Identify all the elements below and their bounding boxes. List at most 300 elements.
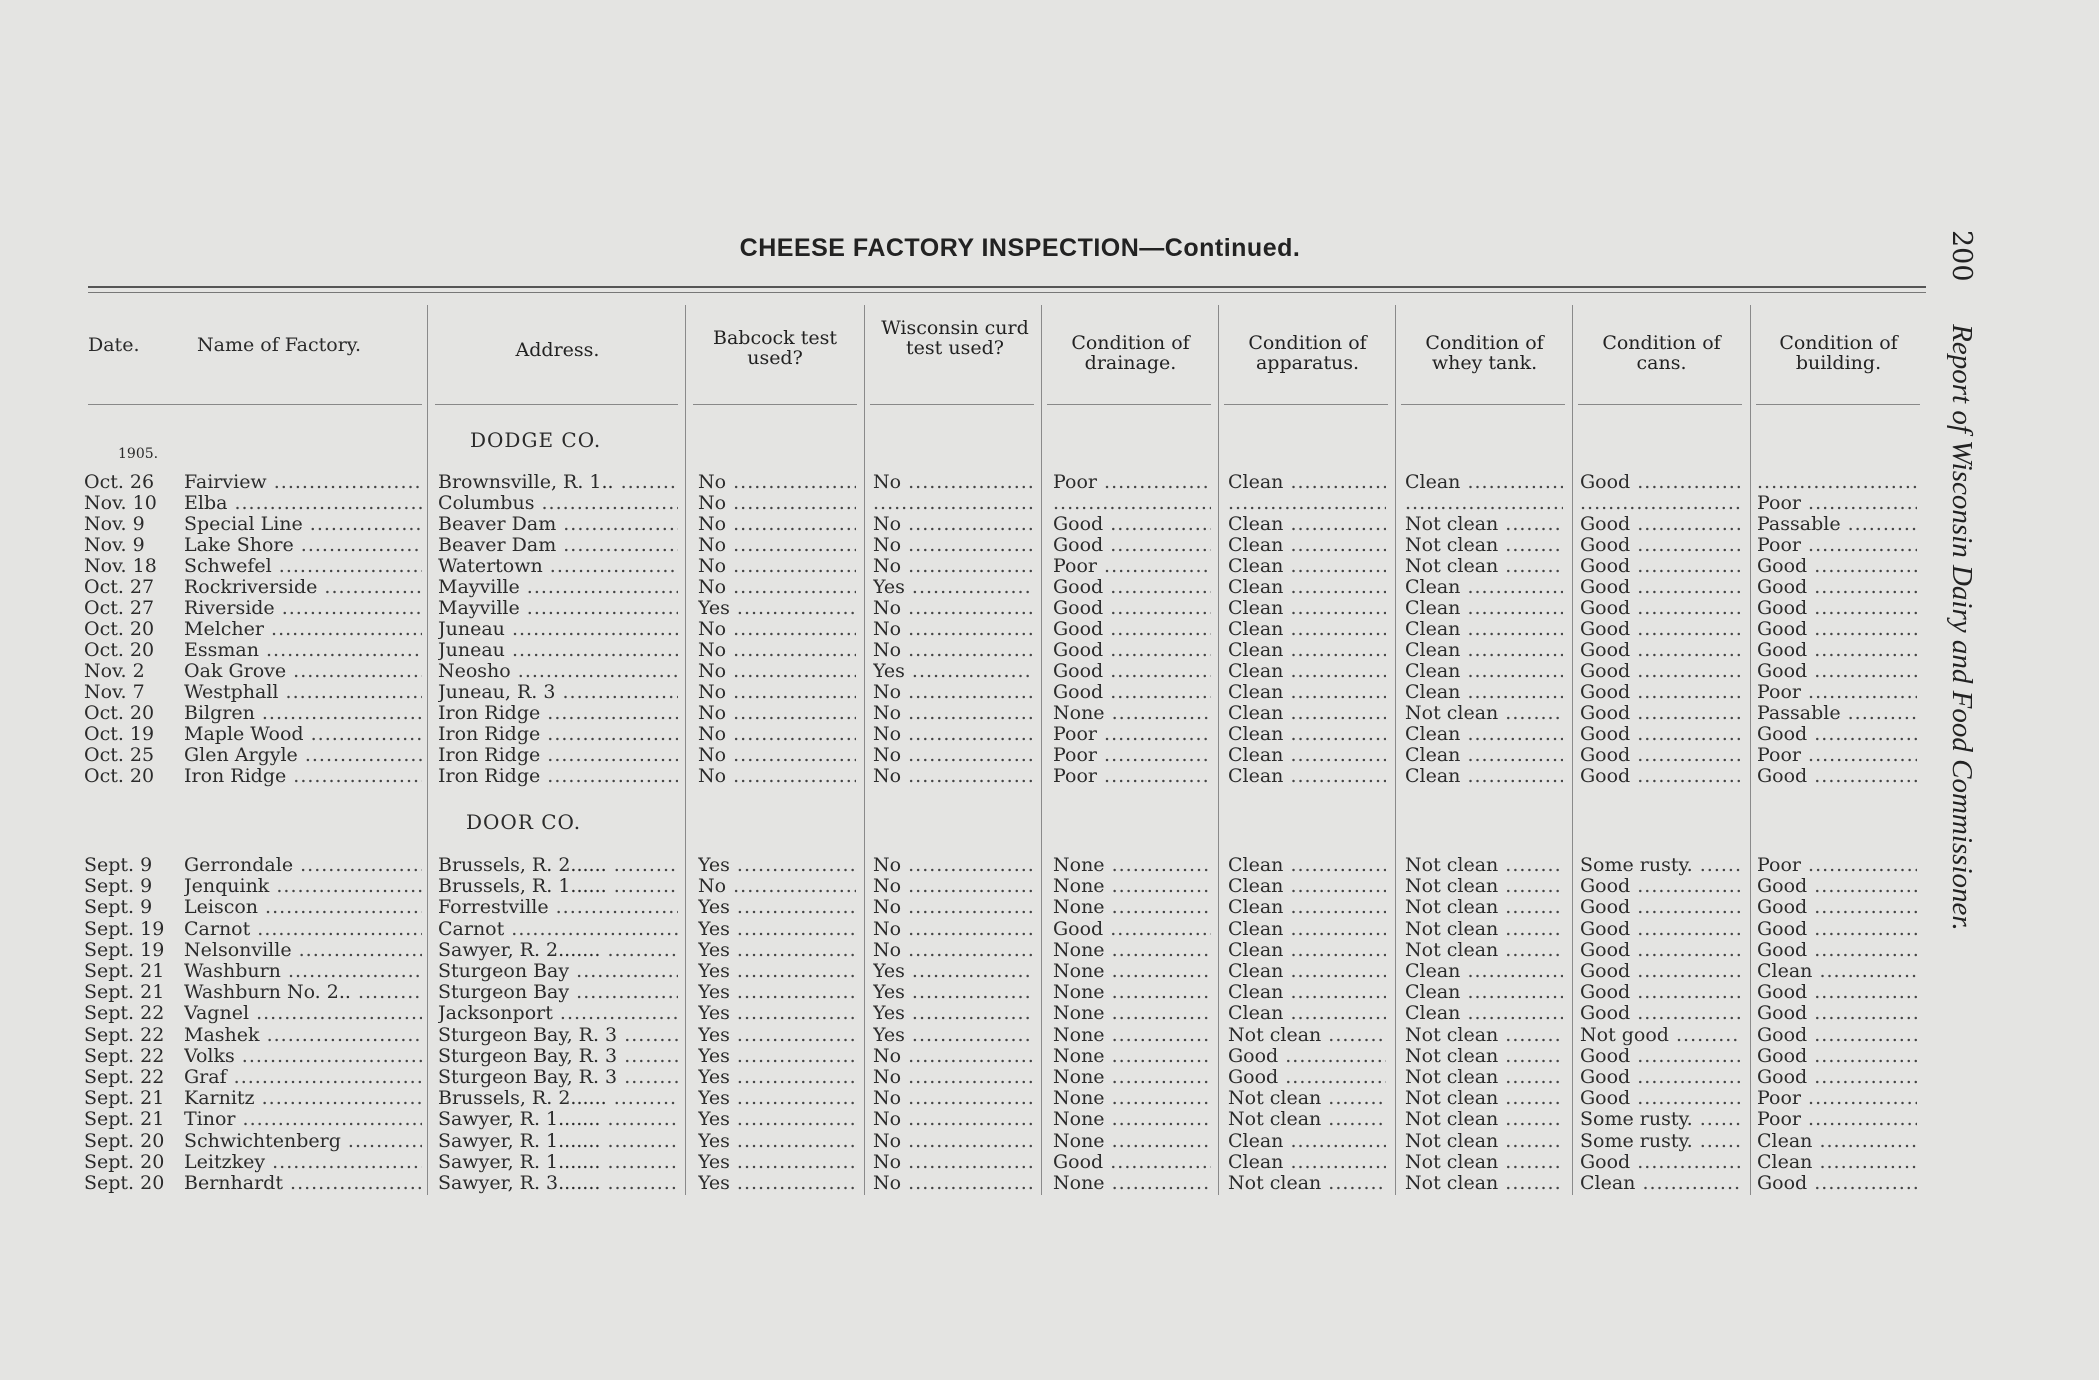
cell-name: Leitzkey .....	[184, 1152, 422, 1173]
cell-building: Good .....	[1757, 640, 1917, 661]
cell-name: Nelsonville .....	[184, 940, 422, 961]
cell-babcock: No .....	[698, 640, 856, 661]
table-row	[0, 1046, 1940, 1067]
cell-apparatus: Clean .....	[1228, 661, 1386, 682]
cell-building: Good .....	[1757, 897, 1917, 918]
cell-drainage: None .....	[1053, 1173, 1211, 1194]
cell-date: Sept. 19	[84, 918, 165, 940]
cell-cans: Good .....	[1580, 1067, 1740, 1088]
cell-address: Neosho .....	[438, 661, 678, 682]
cell-babcock: Yes .....	[698, 1088, 856, 1109]
cell-babcock: No .....	[698, 766, 856, 787]
cell-apparatus: Clean .....	[1228, 724, 1386, 745]
cell-drainage: None .....	[1053, 855, 1211, 876]
cell-building: Poor .....	[1757, 493, 1917, 514]
cell-wisconsin: No .....	[873, 1067, 1033, 1088]
cell-date: Oct. 25	[84, 745, 155, 766]
cell-address: Brussels, R. 2...... .....	[438, 1088, 678, 1109]
cell-building: Poor .....	[1757, 855, 1917, 876]
cell-drainage: Poor .....	[1053, 556, 1211, 577]
cell-building: Passable .....	[1757, 703, 1917, 724]
cell-date: Sept. 20	[84, 1151, 165, 1173]
cell-drainage: Poor .....	[1053, 766, 1211, 787]
cell-babcock: Yes .....	[698, 1003, 856, 1024]
cell-whey: Not clean .....	[1405, 1088, 1563, 1109]
cell-babcock: Yes .....	[698, 1131, 856, 1152]
cell-address: Brussels, R. 2...... .....	[438, 855, 678, 876]
cell-cans: Good .....	[1580, 1046, 1740, 1067]
cell-cans: Good .....	[1580, 598, 1740, 619]
cell-name: Tinor .....	[184, 1109, 422, 1130]
cell-drainage: None .....	[1053, 1131, 1211, 1152]
cell-whey: Not clean .....	[1405, 940, 1563, 961]
table-row	[0, 1131, 1940, 1152]
cell-cans: Good .....	[1580, 961, 1740, 982]
cell-apparatus: Not clean .....	[1228, 1025, 1386, 1046]
cell-drainage: None .....	[1053, 1003, 1211, 1024]
header-babcock: Babcock test used?	[713, 327, 837, 369]
cell-apparatus: Clean .....	[1228, 982, 1386, 1003]
cell-apparatus: Clean .....	[1228, 961, 1386, 982]
cell-address: Jacksonport .....	[438, 1003, 678, 1024]
cell-apparatus: Clean .....	[1228, 1131, 1386, 1152]
cell-babcock: No .....	[698, 724, 856, 745]
cell-whey: Not clean .....	[1405, 703, 1563, 724]
cell-apparatus: Not clean .....	[1228, 1173, 1386, 1194]
header-underline	[1578, 404, 1742, 405]
cell-whey: Not clean .....	[1405, 1173, 1563, 1194]
cell-wisconsin: No .....	[873, 919, 1033, 940]
cell-date: Nov. 9	[84, 535, 145, 556]
cell-drainage: Good .....	[1053, 514, 1211, 535]
cell-date: Sept. 22	[84, 1024, 165, 1046]
cell-address: Iron Ridge .....	[438, 724, 678, 745]
cell-apparatus: Clean .....	[1228, 640, 1386, 661]
cell-babcock: No .....	[698, 577, 856, 598]
cell-whey: Not clean .....	[1405, 556, 1563, 577]
cell-date: Sept. 20	[84, 1173, 165, 1194]
cell-address: Sawyer, R. 2....... .....	[438, 940, 678, 961]
cell-building: Passable .....	[1757, 514, 1917, 535]
header-wisconsin: Wisconsin curd test used?	[881, 317, 1029, 359]
cell-whey: Clean .....	[1405, 619, 1563, 640]
table-row	[0, 724, 1940, 745]
cell-wisconsin: No .....	[873, 598, 1033, 619]
cell-drainage: None .....	[1053, 1109, 1211, 1130]
table-row	[0, 1173, 1940, 1194]
cell-wisconsin: No .....	[873, 724, 1033, 745]
cell-cans: Good .....	[1580, 897, 1740, 918]
cell-name: Glen Argyle .....	[184, 745, 422, 766]
cell-date: Oct. 27	[84, 577, 155, 598]
cell-address: Beaver Dam .....	[438, 514, 678, 535]
cell-name: Schwichtenberg .....	[184, 1131, 422, 1152]
page-title: CHEESE FACTORY INSPECTION—Continued.	[739, 234, 1301, 262]
cell-cans: Some rusty. .....	[1580, 855, 1740, 876]
cell-address: Iron Ridge .....	[438, 745, 678, 766]
cell-cans: Good .....	[1580, 577, 1740, 598]
cell-address: Juneau, R. 3 .....	[438, 682, 678, 703]
cell-whey: Clean .....	[1405, 682, 1563, 703]
cell-building: Good .....	[1757, 661, 1917, 682]
cell-date: Sept. 19	[84, 939, 165, 961]
table-row	[0, 493, 1940, 514]
cell-cans: Good .....	[1580, 745, 1740, 766]
cell-wisconsin: No .....	[873, 556, 1033, 577]
cell-whey: Not clean .....	[1405, 876, 1563, 897]
cell-building: Good .....	[1757, 1173, 1917, 1194]
cell-apparatus: Not clean .....	[1228, 1109, 1386, 1130]
cell-babcock: Yes .....	[698, 598, 856, 619]
table-row	[0, 514, 1940, 535]
cell-apparatus: Clean .....	[1228, 682, 1386, 703]
cell-wisconsin: Yes .....	[873, 1003, 1033, 1024]
cell-date: Nov. 9	[84, 514, 145, 535]
cell-wisconsin: No .....	[873, 855, 1033, 876]
cell-name: Iron Ridge .....	[184, 766, 422, 787]
cell-wisconsin: No .....	[873, 1131, 1033, 1152]
cell-building: Good .....	[1757, 1025, 1917, 1046]
cell-date: Nov. 2	[84, 661, 145, 682]
cell-whey: Clean .....	[1405, 640, 1563, 661]
cell-name: Graf .....	[184, 1067, 422, 1088]
cell-whey: Clean .....	[1405, 577, 1563, 598]
header-underline	[435, 404, 678, 405]
cell-building: Good .....	[1757, 919, 1917, 940]
cell-drainage: None .....	[1053, 940, 1211, 961]
cell-whey: Clean .....	[1405, 982, 1563, 1003]
cell-wisconsin: No .....	[873, 1109, 1033, 1130]
cell-name: Bernhardt .....	[184, 1173, 422, 1194]
cell-apparatus: Good .....	[1228, 1067, 1386, 1088]
cell-whey: Not clean .....	[1405, 1067, 1563, 1088]
cell-wisconsin: No .....	[873, 619, 1033, 640]
cell-building: Good .....	[1757, 556, 1917, 577]
cell-name: Essman .....	[184, 640, 422, 661]
cell-address: Mayville .....	[438, 598, 678, 619]
top-rule	[88, 286, 1926, 288]
cell-apparatus: Clean .....	[1228, 745, 1386, 766]
cell-drainage: None .....	[1053, 1025, 1211, 1046]
cell-cans: Not good .....	[1580, 1025, 1740, 1046]
cell-building: Clean .....	[1757, 1131, 1917, 1152]
cell-date: Nov. 10	[84, 493, 157, 514]
cell-cans: Good .....	[1580, 535, 1740, 556]
header-name: Name of Factory.	[197, 334, 362, 356]
running-title: Report of Wisconsin Dairy and Food Commissioner.	[1946, 324, 1978, 931]
cell-drainage: None .....	[1053, 1088, 1211, 1109]
cell-date: Sept. 9	[84, 855, 153, 876]
cell-babcock: No .....	[698, 514, 856, 535]
cell-address: Sturgeon Bay .....	[438, 982, 678, 1003]
county-heading-door: DOOR CO.	[466, 810, 582, 834]
cell-whey: Not clean .....	[1405, 1025, 1563, 1046]
cell-wisconsin: Yes .....	[873, 1025, 1033, 1046]
cell-date: Sept. 9	[84, 897, 153, 919]
cell-cans: Some rusty. .....	[1580, 1131, 1740, 1152]
cell-babcock: Yes .....	[698, 982, 856, 1003]
cell-cans: Good .....	[1580, 682, 1740, 703]
year-label: 1905.	[118, 446, 159, 462]
cell-wisconsin: No .....	[873, 897, 1033, 918]
cell-whey: Not clean .....	[1405, 897, 1563, 918]
cell-address: Sawyer, R. 1....... .....	[438, 1109, 678, 1130]
cell-babcock: No .....	[698, 682, 856, 703]
cell-address: Beaver Dam .....	[438, 535, 678, 556]
cell-drainage	[1053, 493, 1211, 514]
cell-date: Sept. 21	[84, 1088, 165, 1110]
cell-wisconsin: No .....	[873, 703, 1033, 724]
cell-wisconsin: No .....	[873, 1088, 1033, 1109]
table-row	[0, 876, 1940, 897]
cell-date: Nov. 7	[84, 682, 145, 703]
cell-whey: Clean .....	[1405, 598, 1563, 619]
cell-babcock: Yes .....	[698, 940, 856, 961]
cell-building: Good .....	[1757, 940, 1917, 961]
cell-date: Sept. 21	[84, 982, 165, 1004]
table-row	[0, 1152, 1940, 1173]
header-underline	[1756, 404, 1920, 405]
cell-address: Sturgeon Bay, R. 3 .....	[438, 1025, 678, 1046]
cell-address: Sturgeon Bay, R. 3 .....	[438, 1046, 678, 1067]
cell-drainage: None .....	[1053, 1067, 1211, 1088]
header-whey: Condition of whey tank.	[1425, 332, 1544, 374]
cell-cans: Good .....	[1580, 876, 1740, 897]
cell-drainage: None .....	[1053, 982, 1211, 1003]
cell-babcock: Yes .....	[698, 897, 856, 918]
cell-drainage: Poor .....	[1053, 745, 1211, 766]
cell-name: Fairview .....	[184, 472, 422, 493]
cell-address: Columbus .....	[438, 493, 678, 514]
table-row	[0, 619, 1940, 640]
cell-cans: Some rusty. .....	[1580, 1109, 1740, 1130]
cell-date: Oct. 20	[84, 766, 155, 787]
cell-address: Brownsville, R. 1.. .....	[438, 472, 678, 493]
cell-apparatus: Clean .....	[1228, 855, 1386, 876]
table-row	[0, 982, 1940, 1003]
cell-apparatus: Clean .....	[1228, 1152, 1386, 1173]
cell-babcock: Yes .....	[698, 961, 856, 982]
table-row	[0, 661, 1940, 682]
cell-apparatus: Clean .....	[1228, 472, 1386, 493]
cell-drainage: Good .....	[1053, 619, 1211, 640]
cell-babcock: No .....	[698, 619, 856, 640]
cell-name: Karnitz .....	[184, 1088, 422, 1109]
cell-address: Sturgeon Bay .....	[438, 961, 678, 982]
cell-whey: Not clean .....	[1405, 855, 1563, 876]
cell-drainage: Good .....	[1053, 535, 1211, 556]
table-row	[0, 472, 1940, 493]
header-cans: Condition of cans.	[1602, 332, 1721, 374]
header-drainage: Condition of drainage.	[1071, 332, 1190, 374]
cell-wisconsin: No .....	[873, 472, 1033, 493]
cell-drainage: Good .....	[1053, 640, 1211, 661]
table-row	[0, 703, 1940, 724]
table-row	[0, 940, 1940, 961]
cell-whey	[1405, 493, 1563, 514]
cell-date: Nov. 18	[84, 556, 157, 577]
cell-building: Good .....	[1757, 619, 1917, 640]
cell-cans: Good .....	[1580, 919, 1740, 940]
cell-name: Melcher .....	[184, 619, 422, 640]
cell-building: Good .....	[1757, 982, 1917, 1003]
table-row	[0, 919, 1940, 940]
cell-apparatus: Clean .....	[1228, 535, 1386, 556]
cell-wisconsin: No .....	[873, 876, 1033, 897]
cell-drainage: Good .....	[1053, 919, 1211, 940]
cell-building: Poor .....	[1757, 1109, 1917, 1130]
cell-apparatus: Clean .....	[1228, 766, 1386, 787]
cell-cans: Good .....	[1580, 556, 1740, 577]
cell-wisconsin: No .....	[873, 940, 1033, 961]
cell-babcock: No .....	[698, 703, 856, 724]
cell-babcock: Yes .....	[698, 1152, 856, 1173]
cell-name: Lake Shore .....	[184, 535, 422, 556]
cell-name: Maple Wood .....	[184, 724, 422, 745]
header-apparatus: Condition of apparatus.	[1248, 332, 1367, 374]
table-row	[0, 1088, 1940, 1109]
cell-whey: Clean .....	[1405, 745, 1563, 766]
cell-apparatus: Good .....	[1228, 1046, 1386, 1067]
cell-drainage: None .....	[1053, 1046, 1211, 1067]
cell-wisconsin: No .....	[873, 1173, 1033, 1194]
cell-date: Oct. 27	[84, 598, 155, 619]
cell-building	[1757, 472, 1917, 493]
cell-wisconsin: No .....	[873, 766, 1033, 787]
header-underline	[693, 404, 857, 405]
cell-address: Forrestville .....	[438, 897, 678, 918]
cell-babcock: No .....	[698, 493, 856, 514]
cell-address: Carnot .....	[438, 919, 678, 940]
cell-wisconsin: No .....	[873, 1046, 1033, 1067]
cell-babcock: Yes .....	[698, 1046, 856, 1067]
cell-drainage: None .....	[1053, 897, 1211, 918]
cell-apparatus: Clean .....	[1228, 897, 1386, 918]
cell-building: Poor .....	[1757, 745, 1917, 766]
cell-babcock: Yes .....	[698, 1067, 856, 1088]
cell-apparatus: Clean .....	[1228, 577, 1386, 598]
cell-drainage: None .....	[1053, 876, 1211, 897]
cell-address: Brussels, R. 1...... .....	[438, 876, 678, 897]
cell-drainage: Poor .....	[1053, 472, 1211, 493]
cell-whey: Clean .....	[1405, 661, 1563, 682]
cell-wisconsin: No .....	[873, 745, 1033, 766]
cell-drainage: None .....	[1053, 961, 1211, 982]
cell-wisconsin: No .....	[873, 514, 1033, 535]
cell-building: Good .....	[1757, 598, 1917, 619]
cell-date: Oct. 20	[84, 640, 155, 661]
cell-apparatus: Clean .....	[1228, 703, 1386, 724]
table-row	[0, 855, 1940, 876]
table-row	[0, 598, 1940, 619]
running-header	[1940, 230, 1980, 1210]
cell-date: Sept. 22	[84, 1067, 165, 1088]
header-building: Condition of building.	[1779, 332, 1898, 374]
cell-name: Riverside .....	[184, 598, 422, 619]
cell-building: Poor .....	[1757, 1088, 1917, 1109]
cell-name: Oak Grove .....	[184, 661, 422, 682]
cell-cans: Good .....	[1580, 1003, 1740, 1024]
cell-cans: Good .....	[1580, 661, 1740, 682]
county-heading-dodge: DODGE CO.	[470, 428, 602, 452]
cell-drainage: Good .....	[1053, 598, 1211, 619]
cell-apparatus: Not clean .....	[1228, 1088, 1386, 1109]
table-row	[0, 1067, 1940, 1088]
table-row	[0, 682, 1940, 703]
cell-babcock: No .....	[698, 472, 856, 493]
table-row	[0, 961, 1940, 982]
cell-babcock: No .....	[698, 535, 856, 556]
cell-whey: Not clean .....	[1405, 1152, 1563, 1173]
cell-apparatus: Clean .....	[1228, 556, 1386, 577]
cell-name: Special Line .....	[184, 514, 422, 535]
cell-building: Clean .....	[1757, 1152, 1917, 1173]
cell-building: Good .....	[1757, 724, 1917, 745]
cell-cans: Good .....	[1580, 940, 1740, 961]
header-underline	[1047, 404, 1211, 405]
cell-whey: Not clean .....	[1405, 1109, 1563, 1130]
cell-cans: Good .....	[1580, 472, 1740, 493]
cell-apparatus: Clean .....	[1228, 940, 1386, 961]
cell-drainage: Poor .....	[1053, 724, 1211, 745]
cell-babcock: Yes .....	[698, 919, 856, 940]
table-row	[0, 745, 1940, 766]
table-row	[0, 577, 1940, 598]
cell-cans: Clean .....	[1580, 1173, 1740, 1194]
cell-building: Good .....	[1757, 876, 1917, 897]
cell-wisconsin	[873, 493, 1033, 514]
cell-drainage: None .....	[1053, 703, 1211, 724]
cell-apparatus: Clean .....	[1228, 1003, 1386, 1024]
cell-whey: Not clean .....	[1405, 514, 1563, 535]
cell-drainage: Good .....	[1053, 661, 1211, 682]
table-row	[0, 766, 1940, 787]
cell-drainage: Good .....	[1053, 682, 1211, 703]
cell-cans: Good .....	[1580, 766, 1740, 787]
cell-wisconsin: No .....	[873, 640, 1033, 661]
cell-date: Oct. 19	[84, 724, 155, 745]
cell-date: Sept. 22	[84, 1003, 165, 1025]
cell-apparatus: Clean .....	[1228, 514, 1386, 535]
cell-apparatus: Clean .....	[1228, 876, 1386, 897]
cell-building: Good .....	[1757, 1003, 1917, 1024]
cell-wisconsin: No .....	[873, 535, 1033, 556]
header-address: Address.	[515, 339, 600, 361]
cell-wisconsin: Yes .....	[873, 982, 1033, 1003]
cell-address: Watertown .....	[438, 556, 678, 577]
cell-babcock: Yes .....	[698, 1109, 856, 1130]
header-underline	[88, 404, 422, 405]
cell-building: Good .....	[1757, 1067, 1917, 1088]
table-row	[0, 1025, 1940, 1046]
cell-name: Elba .....	[184, 493, 422, 514]
cell-address: Juneau .....	[438, 640, 678, 661]
cell-date: Sept. 21	[84, 961, 165, 982]
cell-cans: Good .....	[1580, 1088, 1740, 1109]
cell-address: Sawyer, R. 3....... .....	[438, 1173, 678, 1194]
page-number: 200	[1946, 230, 1977, 282]
cell-name: Washburn .....	[184, 961, 422, 982]
cell-babcock: No .....	[698, 876, 856, 897]
cell-address: Sturgeon Bay, R. 3 .....	[438, 1067, 678, 1088]
cell-name: Westphall .....	[184, 682, 422, 703]
cell-babcock: No .....	[698, 661, 856, 682]
cell-apparatus: Clean .....	[1228, 598, 1386, 619]
header-underline	[1401, 404, 1565, 405]
cell-apparatus	[1228, 493, 1386, 514]
cell-name: Washburn No. 2.. .....	[184, 982, 422, 1003]
cell-whey: Clean .....	[1405, 961, 1563, 982]
